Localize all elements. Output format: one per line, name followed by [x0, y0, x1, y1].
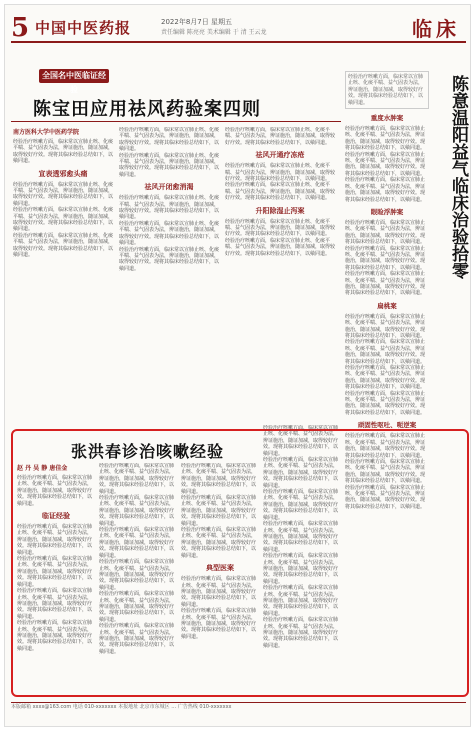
body-text: 经验治疗咳嗽方面，临床常以宣肺止咳、化痰平喘、益气固表为法，辨证施治，随证加减，取得较好疗效。现将其临床经验总结如下，以飨同道。	[17, 475, 93, 507]
page-footer: 本版邮箱 xxxx@163.com 电话 010-xxxxxxx 本报地址 北京市东城区 … 广告热线 010-xxxxxxx	[11, 702, 466, 713]
body-text: 经验治疗咳嗽方面，临床常以宣肺止咳、化痰平喘、益气固表为法，辨证施治，随证加减，取得较好疗效。现将其临床经验总结如下，以飨同道。	[181, 495, 257, 527]
body-text: 经验治疗咳嗽方面，临床常以宣肺止咳、化痰平喘、益气固表为法，辨证施治，随证加减，取得较好疗效。现将其临床经验总结如下，以飨同道。	[181, 576, 257, 608]
body-text: 经验治疗咳嗽方面，临床常以宣肺止咳、化痰平喘、益气固表为法，辨证施治，随证加减，取得较好疗效。现将其临床经验总结如下，以飨同道。	[263, 617, 339, 649]
body-text: 经验治疗咳嗽方面，临床常以宣肺止咳、化痰平喘、益气固表为法，辨证施治，随证加减，取得较好疗效。现将其临床经验总结如下，以飨同道。	[225, 182, 335, 202]
article2-col4	[263, 425, 341, 689]
masthead	[11, 11, 466, 43]
body-text: 经验治疗咳嗽方面，临床常以宣肺止咳、化痰平喘、益气固表为法，辨证施治，随证加减，取得较好疗效。现将其临床经验总结如下，以飨同道。	[345, 313, 426, 339]
article2-title: 张洪春诊治咳嗽经验	[71, 442, 225, 461]
section-title: 临床	[412, 17, 460, 41]
body-text: 经验治疗咳嗽方面，临床常以宣肺止咳、化痰平喘、益气固表为法，辨证施治，随证加减，取得较好疗效。现将其临床经验总结如下，以飨同道。	[13, 139, 113, 165]
body-text: 经验治疗咳嗽方面，临床常以宣肺止咳、化痰平喘、益气固表为法，辨证施治，随证加减，取得较好疗效。现将其临床经验总结如下，以飨同道。	[345, 433, 426, 459]
body-text: 经验治疗咳嗽方面，临床常以宣肺止咳、化痰平喘、益气固表为法，辨证施治，随证加减，取得较好疗效。现将其临床经验总结如下，以飨同道。	[263, 489, 339, 521]
body-text: 经验治疗咳嗽方面，临床常以宣肺止咳、化痰平喘、益气固表为法，辨证施治，随证加减，取得较好疗效。现将其临床经验总结如下，以飨同道。	[17, 524, 93, 556]
body-text: 经验治疗咳嗽方面，临床常以宣肺止咳、化痰平喘、益气固表为法，辨证施治，随证加减，取得较好疗效。现将其临床经验总结如下，以飨同道。	[263, 585, 339, 617]
body-text: 经验治疗咳嗽方面，临床常以宣肺止咳、化痰平喘、益气固表为法，辨证施治，随证加减，取得较好疗效。现将其临床经验总结如下，以飨同道。	[119, 220, 219, 247]
body-text: 经验治疗咳嗽方面，临床常以宣肺止咳、化痰平喘、益气固表为法，辨证施治，随证加减，取得较好疗效。现将其临床经验总结如下，以飨同道。	[181, 463, 257, 495]
body-text: 经验治疗咳嗽方面，临床常以宣肺止咳、化痰平喘、益气固表为法，辨证施治，随证加减，取得较好疗效。现将其临床经验总结如下，以飨同道。	[345, 484, 426, 510]
article2-subhead-2: 典型医案	[206, 563, 234, 573]
column-banner: 全国名中医临证经验	[39, 69, 109, 83]
article2-col3	[181, 463, 259, 689]
body-text: 经验治疗咳嗽方面，临床常以宣肺止咳、化痰平喘、益气固表为法，辨证施治，随证加减，取得较好疗效。现将其临床经验总结如下，以飨同道。	[99, 527, 175, 559]
body-text: 经验治疗咳嗽方面，临床常以宣肺止咳、化痰平喘、益气固表为法，辨证施治，随证加减，取得较好疗效。现将其临床经验总结如下，以飨同道。	[263, 457, 339, 489]
body-text: 经验治疗咳嗽方面，临床常以宣肺止咳、化痰平喘、益气固表为法，辨证施治，随证加减，取得较好疗效。现将其临床经验总结如下，以飨同道。	[225, 237, 335, 257]
body-text: 经验治疗咳嗽方面，临床常以宣肺止咳、化痰平喘、益气固表为法，辨证施治，随证加减，取得较好疗效。现将其临床经验总结如下，以飨同道。	[345, 151, 426, 177]
body-text: 经验治疗咳嗽方面，临床常以宣肺止咳、化痰平喘、益气固表为法，辨证施治，随证加减，取得较好疗效。现将其临床经验总结如下，以飨同道。	[13, 207, 113, 233]
body-text: 经验治疗咳嗽方面，临床常以宣肺止咳、化痰平喘、益气固表为法，辨证施治，随证加减，取得较好疗效。现将其临床经验总结如下，以飨同道。	[13, 181, 113, 207]
body-text: 经验治疗咳嗽方面，临床常以宣肺止咳、化痰平喘、益气固表为法，辨证施治，随证加减，取得较好疗效。现将其临床经验总结如下，以飨同道。	[345, 177, 426, 203]
article1-col2	[119, 127, 219, 425]
body-text: 经验治疗咳嗽方面，临床常以宣肺止咳、化痰平喘、益气固表为法，辨证施治，随证加减，取得较好疗效。现将其临床经验总结如下，以飨同道。	[119, 127, 219, 153]
body-text: 经验治疗咳嗽方面，临床常以宣肺止咳、化痰平喘、益气固表为法，辨证施治，随证加减，取得较好疗效。现将其临床经验总结如下，以飨同道。	[345, 245, 426, 271]
article1-col1	[13, 127, 113, 425]
article1-subhead-2: 祛风开闭愈消渴	[144, 182, 194, 192]
article1-title: 陈宝田应用祛风药验案四则	[33, 99, 261, 120]
article2-col1	[17, 463, 95, 689]
body-text: 经验治疗咳嗽方面，临床常以宣肺止咳、化痰平喘、益气固表为法，辨证施治，随证加减，取得较好疗效。现将其临床经验总结如下，以飨同道。	[345, 126, 426, 152]
newspaper-page	[4, 4, 471, 727]
article1-subhead-3: 祛风开通疗冻疮	[255, 150, 305, 160]
body-text: 经验治疗咳嗽方面，临床常以宣肺止咳、化痰平喘、益气固表为法，辨证施治，随证加减，取得较好疗效。现将其临床经验总结如下，以飨同道。	[99, 623, 175, 655]
body-text: 经验治疗咳嗽方面，临床常以宣肺止咳、化痰平喘、益气固表为法，辨证施治，随证加减，取得较好疗效。现将其临床经验总结如下，以飨同道。	[263, 425, 339, 457]
right-subhead-1: 重度水肿案	[370, 114, 404, 123]
body-text: 经验治疗咳嗽方面，临床常以宣肺止咳、化痰平喘、益气固表为法，辨证施治，随证加减，取得较好疗效。现将其临床经验总结如下，以飨同道。	[345, 458, 426, 485]
body-text: 经验治疗咳嗽方面，临床常以宣肺止咳、化痰平喘、益气固表为法，辨证施治，随证加减，取得较好疗效。现将其临床经验总结如下，以飨同道。	[263, 553, 339, 585]
body-text: 经验治疗咳嗽方面，临床常以宣肺止咳、化痰平喘、益气固表为法，辨证施治，随证加减，取得较好疗效。现将其临床经验总结如下，以飨同道。	[99, 463, 175, 495]
publication-date: 2022年8月7日 星期五	[161, 18, 232, 26]
article1-subhead-4: 升阳除湿止泻案	[255, 205, 305, 215]
vertical-article-title: 陈意温阳益气临床治验拾零	[448, 75, 468, 279]
article2-col2	[99, 463, 177, 689]
article1-col3	[225, 127, 335, 425]
right-subhead-2: 眼睑浮肿案	[370, 207, 404, 216]
body-text: 经验治疗咳嗽方面，临床常以宣肺止咳、化痰平喘、益气固表为法，辨证施治，随证加减，取得较好疗效。现将其临床经验总结如下，以飨同道。	[13, 232, 113, 259]
body-text: 经验治疗咳嗽方面，临床常以宣肺止咳、化痰平喘、益气固表为法，辨证施治，随证加减，取得较好疗效。现将其临床经验总结如下，以飨同道。	[99, 495, 175, 527]
body-text: 经验治疗咳嗽方面，临床常以宣肺止咳、化痰平喘、益气固表为法，辨证施治，随证加减，取得较好疗效。现将其临床经验总结如下，以飨同道。	[181, 527, 257, 559]
editor-line: 责任编辑 陈亮亮 美术编辑 于 清 王云龙	[161, 29, 267, 36]
body-text: 经验治疗咳嗽方面，临床常以宣肺止咳、化痰平喘、益气固表为法，辨证施治，随证加减，取得较好疗效。现将其临床经验总结如下，以飨同道。	[119, 195, 219, 221]
intro-box: 经验治疗咳嗽方面，临床常以宣肺止咳、化痰平喘、益气固表为法，辨证施治，随证加减，取得较好疗效。现将其临床经验总结如下，以飨同道。	[345, 71, 429, 109]
body-text: 经验治疗咳嗽方面，临床常以宣肺止咳、化痰平喘、益气固表为法，辨证施治，随证加减，取得较好疗效。现将其临床经验总结如下，以飨同道。	[263, 521, 339, 553]
body-text: 经验治疗咳嗽方面，临床常以宣肺止咳、化痰平喘、益气固表为法，辨证施治，随证加减，取得较好疗效。现将其临床经验总结如下，以飨同道。	[17, 556, 93, 588]
body-text: 经验治疗咳嗽方面，临床常以宣肺止咳、化痰平喘、益气固表为法，辨证施治，随证加减，取得较好疗效。现将其临床经验总结如下，以飨同道。	[119, 152, 219, 178]
body-text: 经验治疗咳嗽方面，临床常以宣肺止咳、化痰平喘、益气固表为法，辨证施治，随证加减，取得较好疗效。现将其临床经验总结如下，以飨同道。	[225, 218, 335, 238]
body-text: 经验治疗咳嗽方面，临床常以宣肺止咳、化痰平喘、益气固表为法，辨证施治，随证加减，取得较好疗效。现将其临床经验总结如下，以飨同道。	[17, 588, 93, 620]
body-text: 经验治疗咳嗽方面，临床常以宣肺止咳、化痰平喘、益气固表为法，辨证施治，随证加减，取得较好疗效。现将其临床经验总结如下，以飨同道。	[99, 559, 175, 591]
right-subhead-3: 扁桃案	[377, 301, 397, 310]
paper-name: 中国中医药报	[35, 19, 132, 37]
article1-byline: 南方医科大学中医药学院	[13, 129, 80, 136]
article1-subhead-1: 宣表透邪愈头痛	[38, 168, 88, 178]
body-text: 经验治疗咳嗽方面，临床常以宣肺止咳、化痰平喘、益气固表为法，辨证施治，随证加减，取得较好疗效。现将其临床经验总结如下，以飨同道。	[181, 608, 257, 640]
page-number: 5	[11, 13, 30, 43]
body-text: 经验治疗咳嗽方面，临床常以宣肺止咳、化痰平喘、益气固表为法，辨证施治，随证加减，取得较好疗效。现将其临床经验总结如下，以飨同道。	[17, 620, 93, 652]
right-subhead-4: 顽固性呕吐、呃逆案	[357, 421, 417, 430]
body-text: 经验治疗咳嗽方面，临床常以宣肺止咳、化痰平喘、益气固表为法，辨证施治，随证加减，取得较好疗效。现将其临床经验总结如下，以飨同道。	[345, 219, 426, 246]
article2-byline: 赵 丹 吴 静 唐佳金	[17, 465, 68, 472]
body-text: 经验治疗咳嗽方面，临床常以宣肺止咳、化痰平喘、益气固表为法，辨证施治，随证加减，取得较好疗效。现将其临床经验总结如下，以飨同道。	[345, 390, 426, 416]
divider	[11, 121, 341, 122]
body-text: 经验治疗咳嗽方面，临床常以宣肺止咳、化痰平喘、益气固表为法，辨证施治，随证加减，取得较好疗效。现将其临床经验总结如下，以飨同道。	[225, 163, 335, 183]
body-text: 经验治疗咳嗽方面，临床常以宣肺止咳、化痰平喘、益气固表为法，辨证施治，随证加减，取得较好疗效。现将其临床经验总结如下，以飨同道。	[119, 246, 219, 272]
body-text: 经验治疗咳嗽方面，临床常以宣肺止咳、化痰平喘、益气固表为法，辨证施治，随证加减，取得较好疗效。现将其临床经验总结如下，以飨同道。	[99, 591, 175, 623]
body-text: 经验治疗咳嗽方面，临床常以宣肺止咳、化痰平喘、益气固表为法，辨证施治，随证加减，取得较好疗效。现将其临床经验总结如下，以飨同道。	[345, 271, 426, 297]
body-text: 经验治疗咳嗽方面，临床常以宣肺止咳、化痰平喘、益气固表为法，辨证施治，随证加减，取得较好疗效。现将其临床经验总结如下，以飨同道。	[225, 127, 335, 146]
body-text: 经验治疗咳嗽方面，临床常以宣肺止咳、化痰平喘、益气固表为法，辨证施治，随证加减，取得较好疗效。现将其临床经验总结如下，以飨同道。	[345, 365, 426, 391]
body-text: 经验治疗咳嗽方面，临床常以宣肺止咳、化痰平喘、益气固表为法，辨证施治，随证加减，取得较好疗效。现将其临床经验总结如下，以飨同道。	[345, 339, 426, 365]
article2-subhead-1: 临证经验	[42, 511, 70, 521]
